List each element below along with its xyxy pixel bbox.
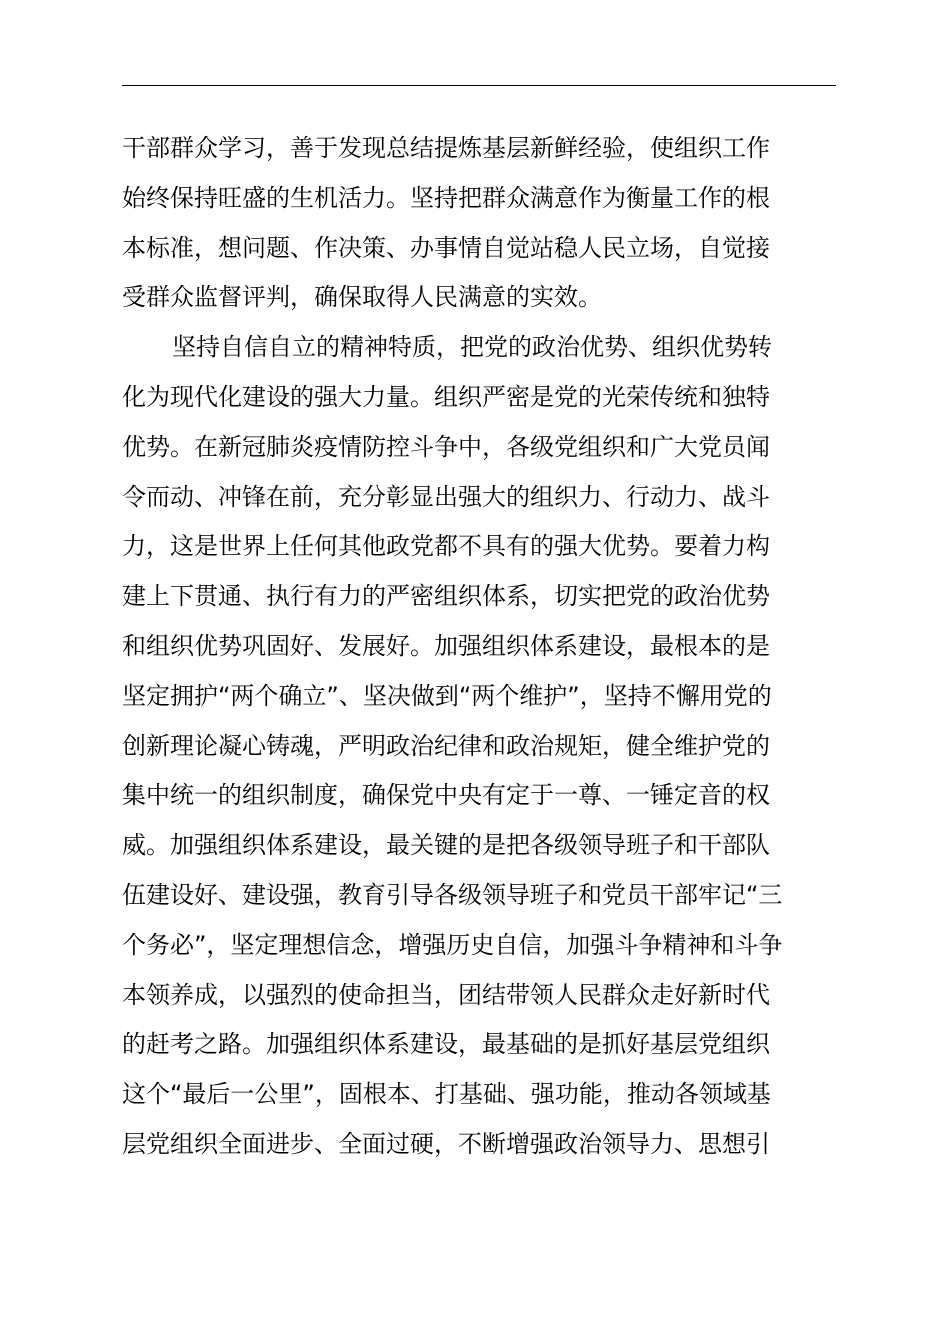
text-line: 和组织优势巩固好、发展好。加强组织体系建设，最根本的是: [122, 631, 770, 660]
text-line: 优势。在新冠肺炎疫情防控斗争中，各级党组织和广大党员闻: [122, 432, 770, 461]
text-line: 干部群众学习，善于发现总结提炼基层新鲜经验，使组织工作: [122, 134, 770, 162]
text-line: 集中统一的组织制度，确保党中央有定于一尊、一锤定音的权: [122, 781, 770, 810]
body-text: [122, 124, 836, 1170]
text-line: 本标准，想问题、作决策、办事情自觉站稳人民立场，自觉接: [122, 233, 770, 262]
text-line: 令而动、冲锋在前，充分彰显出强大的组织力、行动力、战斗: [122, 482, 770, 511]
text-line: 的赶考之路。加强组织体系建设，最基础的是抓好基层党组织: [122, 1030, 770, 1059]
text-line: 个务必”，坚定理想信念，增强历史自信，加强斗争精神和斗争: [122, 930, 783, 959]
text-line: 坚定拥护“两个确立”、坚决做到“两个维护”，坚持不懈用党的: [122, 681, 772, 710]
header-rule: [122, 85, 836, 86]
text-line: 层党组织全面进步、全面过硬，不断增强政治领导力、思想引: [122, 1129, 770, 1158]
text-line: 受群众监督评判，确保取得人民满意的实效。: [122, 283, 602, 312]
text-line: 始终保持旺盛的生机活力。坚持把群众满意作为衡量工作的根: [122, 183, 770, 212]
paragraph-first-line: 坚持自信自立的精神特质，把党的政治优势、组织优势转: [172, 333, 772, 362]
text-line: 建上下贯通、执行有力的严密组织体系，切实把党的政治优势: [122, 582, 770, 611]
text-line: 这个“最后一公里”，固根本、打基础、强功能，推动各领域基: [122, 1080, 771, 1109]
text-line: 威。加强组织体系建设，最关键的是把各级领导班子和干部队: [122, 831, 770, 860]
text-line: 本领养成，以强烈的使命担当，团结带领人民群众走好新时代: [122, 980, 770, 1009]
text-line: 创新理论凝心铸魂，严明政治纪律和政治规矩，健全维护党的: [122, 731, 770, 760]
text-line: 化为现代化建设的强大力量。组织严密是党的光荣传统和独特: [122, 382, 770, 411]
text-line: 力，这是世界上任何其他政党都不具有的强大优势。要着力构: [122, 532, 770, 561]
text-line: 伍建设好、建设强，教育引导各级领导班子和党员干部牢记“三: [122, 880, 783, 909]
